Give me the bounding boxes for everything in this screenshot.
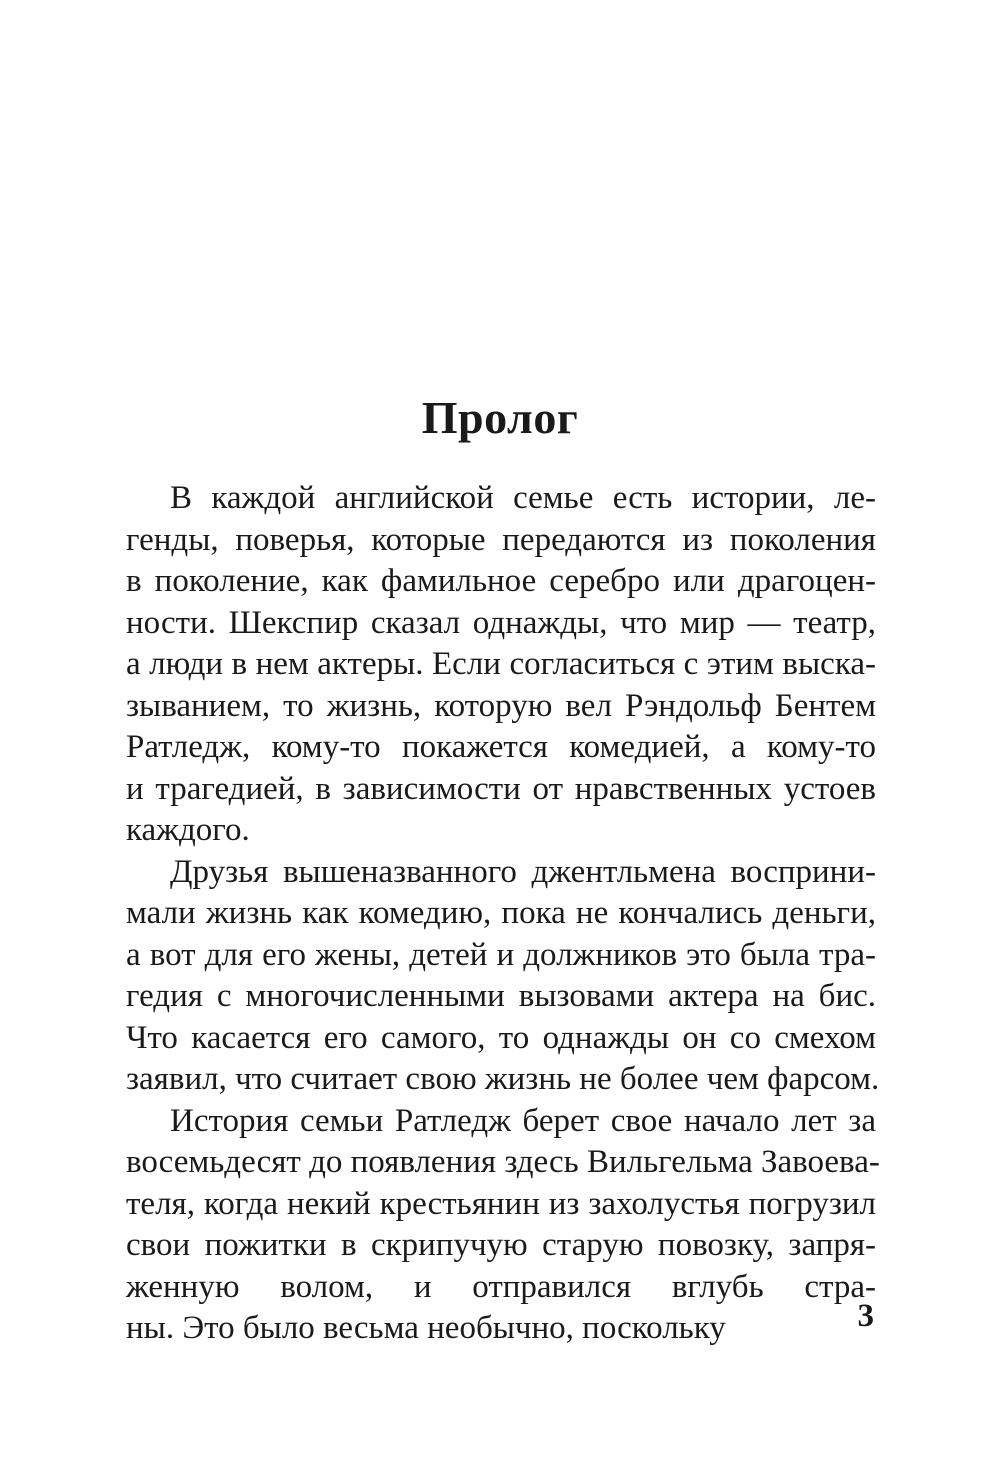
text-line: зыванием, то жизнь, которую вел Рэндольф Бентем — [126, 687, 876, 724]
page-number: 3 — [857, 1298, 874, 1334]
text-line: В каждой английской семье есть истории, ле- — [170, 480, 876, 516]
text-line: свои пожитки в скрипучую старую повозку, запря- — [126, 1227, 876, 1263]
chapter-title: Пролог — [421, 392, 579, 443]
text-line: ны. Это было весьма необычно, поскольку — [126, 1310, 726, 1346]
text-line: мали жизнь как комедию, пока не кончались деньги, — [126, 895, 876, 931]
text-line: женную волом, и отправился вглубь стра- — [126, 1268, 876, 1305]
text-line: Что касается его самого, то однажды он со смехом — [126, 1019, 876, 1056]
text-line: каждого. — [126, 812, 250, 848]
text-line: теля, когда некий крестьянин из захолустья погрузил — [126, 1185, 876, 1222]
text-line: в поколение, как фамильное серебро или драгоцен- — [126, 563, 876, 599]
text-line: ности. Шекспир сказал однажды, что мир — театр, — [126, 604, 876, 641]
text-line: История семьи Ратледж берет свое начало лет за — [170, 1102, 876, 1139]
text-line: Друзья вышеназванного джентльмена восприни- — [170, 853, 876, 890]
text-line: гедия с многочисленными вызовами актера на бис. — [126, 978, 876, 1014]
body-text — [126, 478, 880, 1350]
text-line: заявил, что считает свою жизнь не более чем фарсом. — [126, 1061, 880, 1097]
text-line: Ратледж, кому-то покажется комедией, а кому-то — [126, 729, 876, 765]
text-line: генды, поверья, которые передаются из поколения — [126, 521, 876, 558]
text-line: а вот для его жены, детей и должников это была тра- — [126, 936, 876, 973]
text-line: а люди в нем актеры. Если согласиться с этим выска- — [126, 646, 876, 682]
text-line: восемьдесят до появления здесь Вильгельма Завоева- — [126, 1144, 880, 1180]
text-line: и трагедией, в зависимости от нравственных устоев — [126, 770, 876, 807]
